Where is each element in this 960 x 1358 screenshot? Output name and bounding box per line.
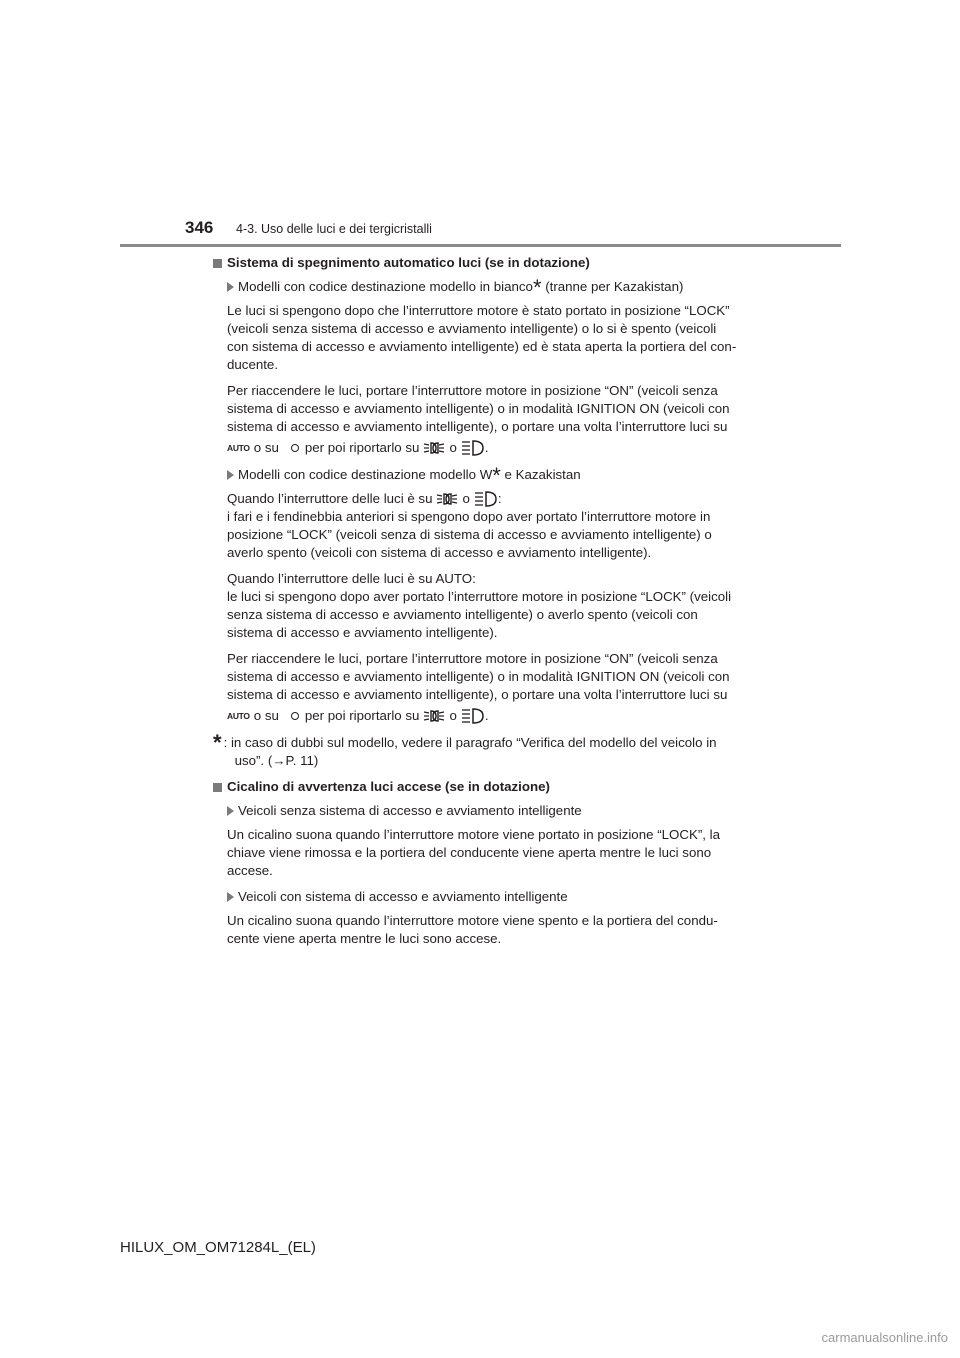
switch-position-line: AUTO o su per poi riportarlo su o . bbox=[227, 440, 489, 455]
bullet-square-icon bbox=[213, 783, 222, 792]
bullet-triangle-icon bbox=[227, 806, 234, 816]
header-rule bbox=[120, 244, 841, 247]
paragraph: i fari e i fendinebbia anteriori si spengono dopo aver portato l’interruttore motore in posizione “LOCK” (veicoli senza di sistema di accesso e avviamento intelligente) o averlo spento (veicoli con sistema di accesso e avviamento intelligente). bbox=[227, 509, 712, 560]
watermark: carmanualsonline.info bbox=[821, 1330, 948, 1345]
footnote: * : in caso di dubbi sul modello, vedere il paragrafo “Verifica del modello del veicolo in uso”. (→P. 11) bbox=[213, 730, 717, 768]
paragraph: Un cicalino suona quando l’interruttore motore viene spento e la portiera del condu- cente viene aperta mentre le luci sono accese. bbox=[227, 913, 718, 946]
bullet-item bbox=[227, 888, 745, 906]
auto-icon: AUTO bbox=[227, 443, 250, 453]
bullet-text: Modelli con codice destinazione modello W* e Kazakistan bbox=[238, 463, 581, 488]
bullet-item bbox=[227, 463, 745, 488]
bullet-text: Modelli con codice destinazione modello in bianco* (tranne per Kazakistan) bbox=[238, 275, 684, 300]
paragraph: Le luci si spengono dopo che l’interruttore motore è stato portato in posizione “LOCK” (veicoli senza sistema di accesso e avviamento intelligente) o lo si è spento (veicoli con sistema di accesso e avviamento intelligente) ed è stata aperta la portiera del con- ducente. bbox=[227, 303, 737, 372]
bullet-square-icon bbox=[213, 259, 222, 268]
bullet-triangle-icon bbox=[227, 470, 234, 480]
section-heading: Cicalino di avvertenza luci accese (se in dotazione) bbox=[213, 778, 745, 796]
parking-light-icon bbox=[436, 492, 458, 506]
section-heading: Sistema di spegnimento automatico luci (se in dotazione) bbox=[213, 254, 745, 272]
page-number: 346 bbox=[185, 218, 214, 237]
off-ring-icon bbox=[291, 712, 299, 720]
content bbox=[213, 254, 745, 956]
paragraph: Per riaccendere le luci, portare l’interruttore motore in posizione “ON” (veicoli senza sistema di accesso e avviamento intelligente) o in modalità IGNITION ON (veicoli con sistema di accesso e avviamento intelligente), o portare una volta l’interruttore luci su bbox=[227, 651, 730, 702]
footer-model-code: HILUX_OM_OM71284L_(EL) bbox=[120, 1239, 316, 1256]
auto-icon: AUTO bbox=[227, 711, 250, 721]
bullet-item bbox=[227, 275, 745, 300]
bullet-text: Veicoli senza sistema di accesso e avviamento intelligente bbox=[238, 803, 582, 818]
headlight-icon bbox=[461, 707, 485, 725]
bullet-text: Veicoli con sistema di accesso e avviamento intelligente bbox=[238, 889, 568, 904]
paragraph: Un cicalino suona quando l’interruttore motore viene portato in posizione “LOCK”, la chiave viene rimossa e la portiera del conducente viene aperta mentre le luci sono accese. bbox=[227, 827, 720, 878]
switch-position-line: AUTO o su per poi riportarlo su o . bbox=[227, 708, 489, 723]
bullet-triangle-icon bbox=[227, 282, 234, 292]
off-ring-icon bbox=[291, 444, 299, 452]
section-title: 4-3. Uso delle luci e dei tergicristalli bbox=[236, 222, 432, 236]
parking-light-icon bbox=[423, 441, 445, 455]
bullet-item bbox=[227, 802, 745, 820]
bullet-triangle-icon bbox=[227, 892, 234, 902]
paragraph: Quando l’interruttore delle luci è su AUTO: le luci si spengono dopo aver portato l’interruttore motore in posizione “LOCK” (veicoli senza sistema di accesso e avviamento intelligente) o averlo spento (veicoli con sistema di accesso e avviamento intelligente). bbox=[227, 571, 732, 640]
paragraph-lead: Quando l’interruttore delle luci è su o : bbox=[227, 491, 502, 506]
paragraph: Per riaccendere le luci, portare l’interruttore motore in posizione “ON” (veicoli senza sistema di accesso e avviamento intelligente) o in modalità IGNITION ON (veicoli con sistema di accesso e avviamento intelligente), o portare una volta l’interruttore luci su bbox=[227, 383, 730, 434]
headlight-icon bbox=[474, 490, 498, 508]
parking-light-icon bbox=[423, 709, 445, 723]
headlight-icon bbox=[461, 439, 485, 457]
